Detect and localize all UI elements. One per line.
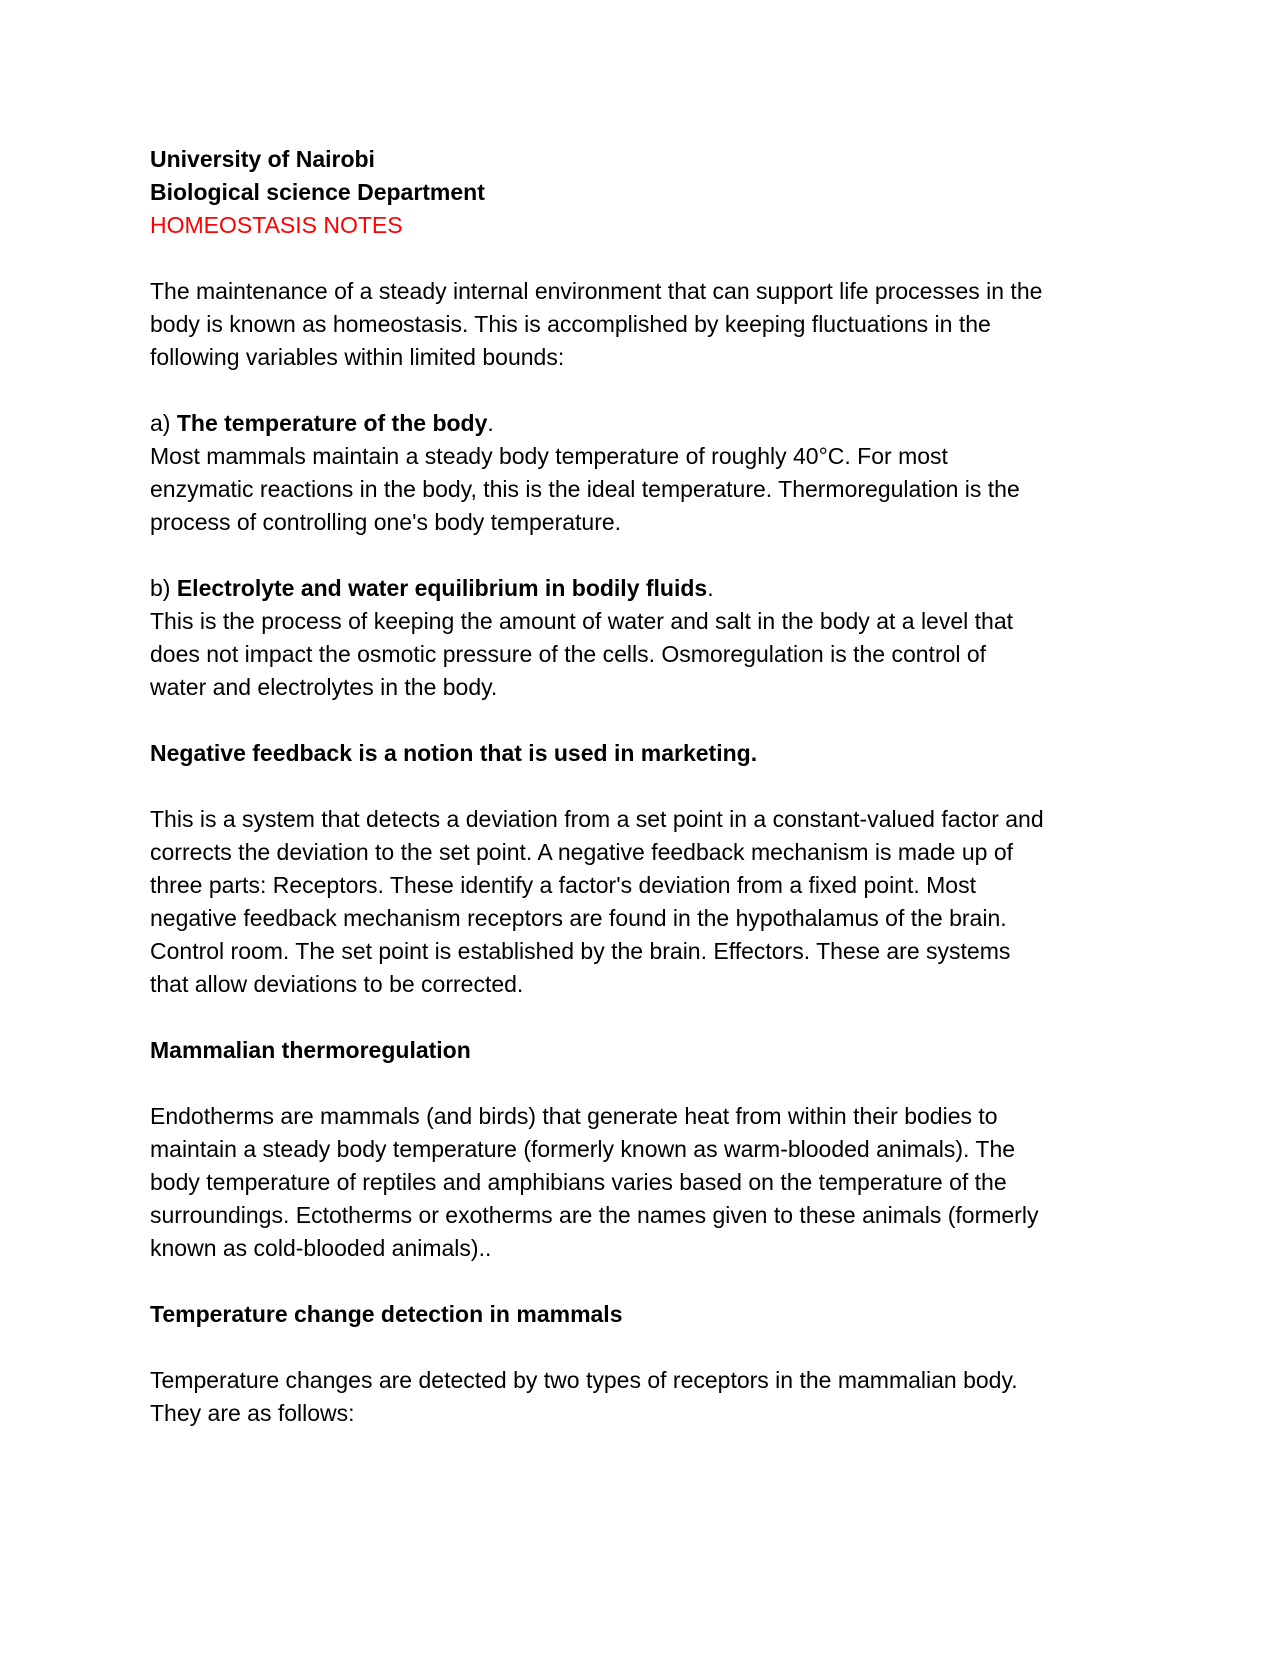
detection-heading: Temperature change detection in mammals	[150, 1301, 623, 1327]
section-b-heading-line	[150, 572, 1140, 605]
section-b	[150, 572, 1140, 704]
thermoregulation-line: body temperature of reptiles and amphibians varies based on the temperature of the	[150, 1169, 1007, 1195]
section-b-line: does not impact the osmotic pressure of the cells. Osmoregulation is the control of	[150, 641, 987, 667]
thermoregulation-heading: Mammalian thermoregulation	[150, 1037, 471, 1063]
section-a-heading-line	[150, 407, 1140, 440]
spacer	[150, 242, 1140, 275]
spacer	[150, 770, 1140, 803]
intro-line: body is known as homeostasis. This is accomplished by keeping fluctuations in the	[150, 311, 991, 337]
detection-line: Temperature changes are detected by two types of receptors in the mammalian body.	[150, 1367, 1018, 1393]
section-a-line: process of controlling one's body temperature.	[150, 509, 622, 535]
negative-feedback-line: This is a system that detects a deviation from a set point in a constant-valued factor and	[150, 806, 1044, 832]
section-a-heading: The temperature of the body	[176, 410, 488, 436]
spacer	[150, 539, 1140, 572]
thermoregulation-paragraph	[150, 1100, 1140, 1265]
thermoregulation-line: known as cold-blooded animals)..	[150, 1235, 492, 1261]
negative-feedback-line: corrects the deviation to the set point. A negative feedback mechanism is made up of	[150, 839, 1014, 865]
university-name: University of Nairobi	[150, 146, 375, 172]
spacer	[150, 704, 1140, 737]
negative-feedback-line: negative feedback mechanism receptors are found in the hypothalamus of the brain.	[150, 905, 1007, 931]
section-a	[150, 407, 1140, 539]
negative-feedback-line: three parts: Receptors. These identify a factor's deviation from a fixed point. Most	[150, 872, 976, 898]
thermoregulation-line: Endotherms are mammals (and birds) that generate heat from within their bodies to	[150, 1103, 998, 1129]
spacer	[150, 1265, 1140, 1298]
thermoregulation-line: maintain a steady body temperature (formerly known as warm-blooded animals). The	[150, 1136, 1016, 1162]
document-page	[150, 143, 1140, 1430]
negative-feedback-heading: Negative feedback is a notion that is used in marketing.	[150, 740, 758, 766]
department-name: Biological science Department	[150, 179, 485, 205]
document-title: HOMEOSTASIS NOTES	[150, 212, 403, 238]
section-b-line: This is the process of keeping the amount of water and salt in the body at a level that	[150, 608, 1014, 634]
section-b-prefix: b)	[150, 575, 177, 601]
negative-feedback-line: Control room. The set point is established by the brain. Effectors. These are systems	[150, 938, 1011, 964]
spacer	[150, 1067, 1140, 1100]
section-a-line: enzymatic reactions in the body, this is the ideal temperature. Thermoregulation is the	[150, 476, 1020, 502]
section-b-line: water and electrolytes in the body.	[150, 674, 498, 700]
negative-feedback-line: that allow deviations to be corrected.	[150, 971, 524, 997]
section-a-line: Most mammals maintain a steady body temperature of roughly 40°C. For most	[150, 443, 948, 469]
spacer	[150, 374, 1140, 407]
intro-line: The maintenance of a steady internal environment that can support life processes in the	[150, 278, 1043, 304]
intro-paragraph	[150, 275, 1140, 374]
section-a-suffix: .	[487, 410, 494, 436]
spacer	[150, 1331, 1140, 1364]
thermoregulation-line: surroundings. Ectotherms or exotherms are the names given to these animals (formerly	[150, 1202, 1039, 1228]
intro-line: following variables within limited bounds:	[150, 344, 565, 370]
detection-line: They are as follows:	[150, 1400, 355, 1426]
detection-paragraph	[150, 1364, 1140, 1430]
section-b-suffix: .	[707, 575, 714, 601]
negative-feedback-paragraph	[150, 803, 1140, 1001]
section-b-heading: Electrolyte and water equilibrium in bodily fluids	[176, 575, 708, 601]
spacer	[150, 1001, 1140, 1034]
section-a-prefix: a)	[150, 410, 177, 436]
